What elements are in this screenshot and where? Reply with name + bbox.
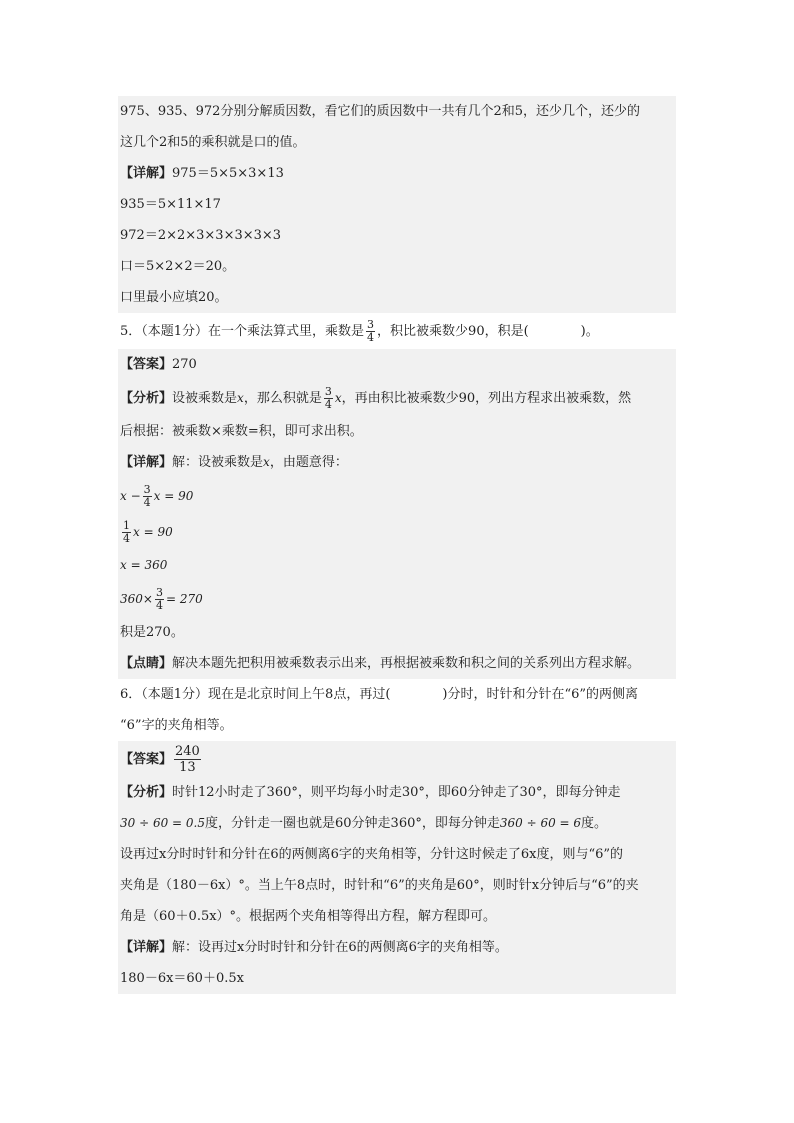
text: 后根据：被乘数×乘数=积，即可求出积。 <box>120 424 363 439</box>
q6-equation-line <box>118 963 676 994</box>
text: 5．（本题1分）在一个乘法算式里，乘数是 <box>120 323 365 339</box>
equation-part: x = 90 <box>133 524 173 539</box>
solution-content <box>118 96 676 994</box>
analysis-tag: 【分析】 <box>120 390 173 406</box>
text: 6．（本题1分）现在是北京时间上午8点，再过( <box>120 687 391 702</box>
q5-tip-line <box>118 648 676 679</box>
detail-tag: 【详解】 <box>120 455 173 470</box>
denominator: 4 <box>367 330 375 344</box>
text: 口里最小应填20。 <box>120 290 228 305</box>
text: ，那么积就是 <box>243 390 322 406</box>
equation-part: x = 360 <box>120 558 168 572</box>
text: “6”字的夹角相等。 <box>120 718 233 733</box>
numerator: 240 <box>175 743 200 759</box>
denominator: 4 <box>155 598 163 612</box>
denominator: 4 <box>143 495 151 509</box>
text: )分时，时针和分针在“6”的两侧离 <box>442 687 639 702</box>
q5-analysis-line-2 <box>118 416 676 447</box>
q6-analysis-line-4 <box>118 870 676 901</box>
text: )。 <box>580 323 599 339</box>
answer-value: 270 <box>172 357 197 372</box>
equation-part: = 270 <box>165 591 203 606</box>
fraction-three-quarters <box>143 484 152 509</box>
equation-part: x = 90 <box>153 488 194 503</box>
variable-x: x <box>263 455 270 469</box>
analysis-tag: 【分析】 <box>120 785 173 800</box>
question-5-stem <box>118 313 676 349</box>
text: ，再由积比被乘数少90，列出方程求出被乘数，然 <box>341 390 632 406</box>
numerator: 1 <box>123 518 130 532</box>
text: 夹角是（180－6x）°。当上午8点时，时针和“6”的夹角是60°，则时针x分钟后与“6”的夹 <box>120 878 639 893</box>
top-explanation-line-2 <box>118 127 676 158</box>
top-explanation-line-1 <box>118 96 676 127</box>
equation-part: 360 ÷ 60 = 6 <box>499 816 582 830</box>
text: 角是（60＋0.5x）°。根据两个夹角相等得出方程，解方程即可。 <box>120 909 497 924</box>
question-6-stem-line-1 <box>118 679 676 710</box>
top-detail-line-1 <box>118 158 676 189</box>
text: 972＝2×2×3×3×3×3×3 <box>120 228 282 243</box>
fraction-three-quarters <box>155 587 164 612</box>
q5-equation-4 <box>118 581 676 617</box>
q5-answer-line <box>118 349 676 380</box>
q5-equation-3 <box>118 550 676 581</box>
text: 度。 <box>581 816 608 831</box>
q5-detail-line <box>118 447 676 478</box>
q6-analysis-line-1 <box>118 777 676 808</box>
fraction-one-quarter <box>122 520 131 545</box>
denominator: 4 <box>324 397 332 411</box>
text: 积是270。 <box>120 625 184 640</box>
text: 口＝5×2×2＝20。 <box>120 259 236 274</box>
text: 设被乘数是 <box>172 390 238 406</box>
text: 975＝5×5×3×13 <box>172 166 284 181</box>
text: ，由题意得： <box>269 455 348 470</box>
q6-analysis-line-2 <box>118 808 676 839</box>
tip-tag: 【点睛】 <box>120 656 173 671</box>
text: 时针12小时走了360°，则平均每小时走30°，即60分钟走了30°，即每分钟走 <box>172 785 621 800</box>
answer-tag: 【答案】 <box>120 751 173 767</box>
q6-detail-line <box>118 932 676 963</box>
text: 解决本题先把积用被乘数表示出来，再根据被乘数和积之间的关系列出方程求解。 <box>172 656 641 671</box>
equation-part: x − <box>120 488 141 503</box>
text: 935＝5×11×17 <box>120 197 221 212</box>
q5-equation-1 <box>118 478 676 514</box>
text: ，积比被乘数少90，积是( <box>377 323 529 339</box>
q5-analysis-line-1 <box>118 380 676 416</box>
top-detail-line-5 <box>118 282 676 313</box>
q5-equation-2 <box>118 514 676 550</box>
numerator: 3 <box>367 317 375 331</box>
variable-x: x <box>237 390 244 405</box>
numerator: 3 <box>324 384 332 398</box>
text: 解：设被乘数是 <box>172 455 264 470</box>
text: 解：设再过x分时时针和分针在6的两侧离6字的夹角相等。 <box>172 940 508 955</box>
q6-analysis-line-5 <box>118 901 676 932</box>
answer-tag: 【答案】 <box>120 357 173 372</box>
numerator: 3 <box>143 482 151 496</box>
denominator: 4 <box>123 531 130 545</box>
q6-answer-line <box>118 741 676 777</box>
question-6-stem-line-2 <box>118 710 676 741</box>
text: 设再过x分时时针和分针在6的两侧离6字的夹角相等，分针这时候走了6x度，则与“6”的 <box>120 847 624 862</box>
text: 度，分针走一圈也就是60分钟走360°，即每分钟走 <box>205 816 500 831</box>
text: 975、935、972分别分解质因数，看它们的质因数中一共有几个2和5，还少几个，还少的 <box>120 104 640 119</box>
denominator: 13 <box>179 759 196 775</box>
equation-part: 30 ÷ 60 = 0.5 <box>120 816 205 830</box>
q5-result-line <box>118 617 676 648</box>
equation-part: 360× <box>120 591 153 606</box>
fraction-three-quarters <box>366 319 375 344</box>
q6-analysis-line-3 <box>118 839 676 870</box>
fraction-three-quarters <box>324 386 333 411</box>
top-detail-line-2 <box>118 189 676 220</box>
numerator: 3 <box>155 585 163 599</box>
answer-fraction <box>174 744 201 775</box>
detail-tag: 【详解】 <box>120 940 173 955</box>
text: 这几个2和5的乘积就是口的值。 <box>120 135 306 150</box>
text: 180－6x＝60＋0.5x <box>120 971 244 986</box>
detail-tag: 【详解】 <box>120 166 173 181</box>
top-detail-line-4 <box>118 251 676 282</box>
top-detail-line-3 <box>118 220 676 251</box>
variable-x: x <box>334 390 342 405</box>
